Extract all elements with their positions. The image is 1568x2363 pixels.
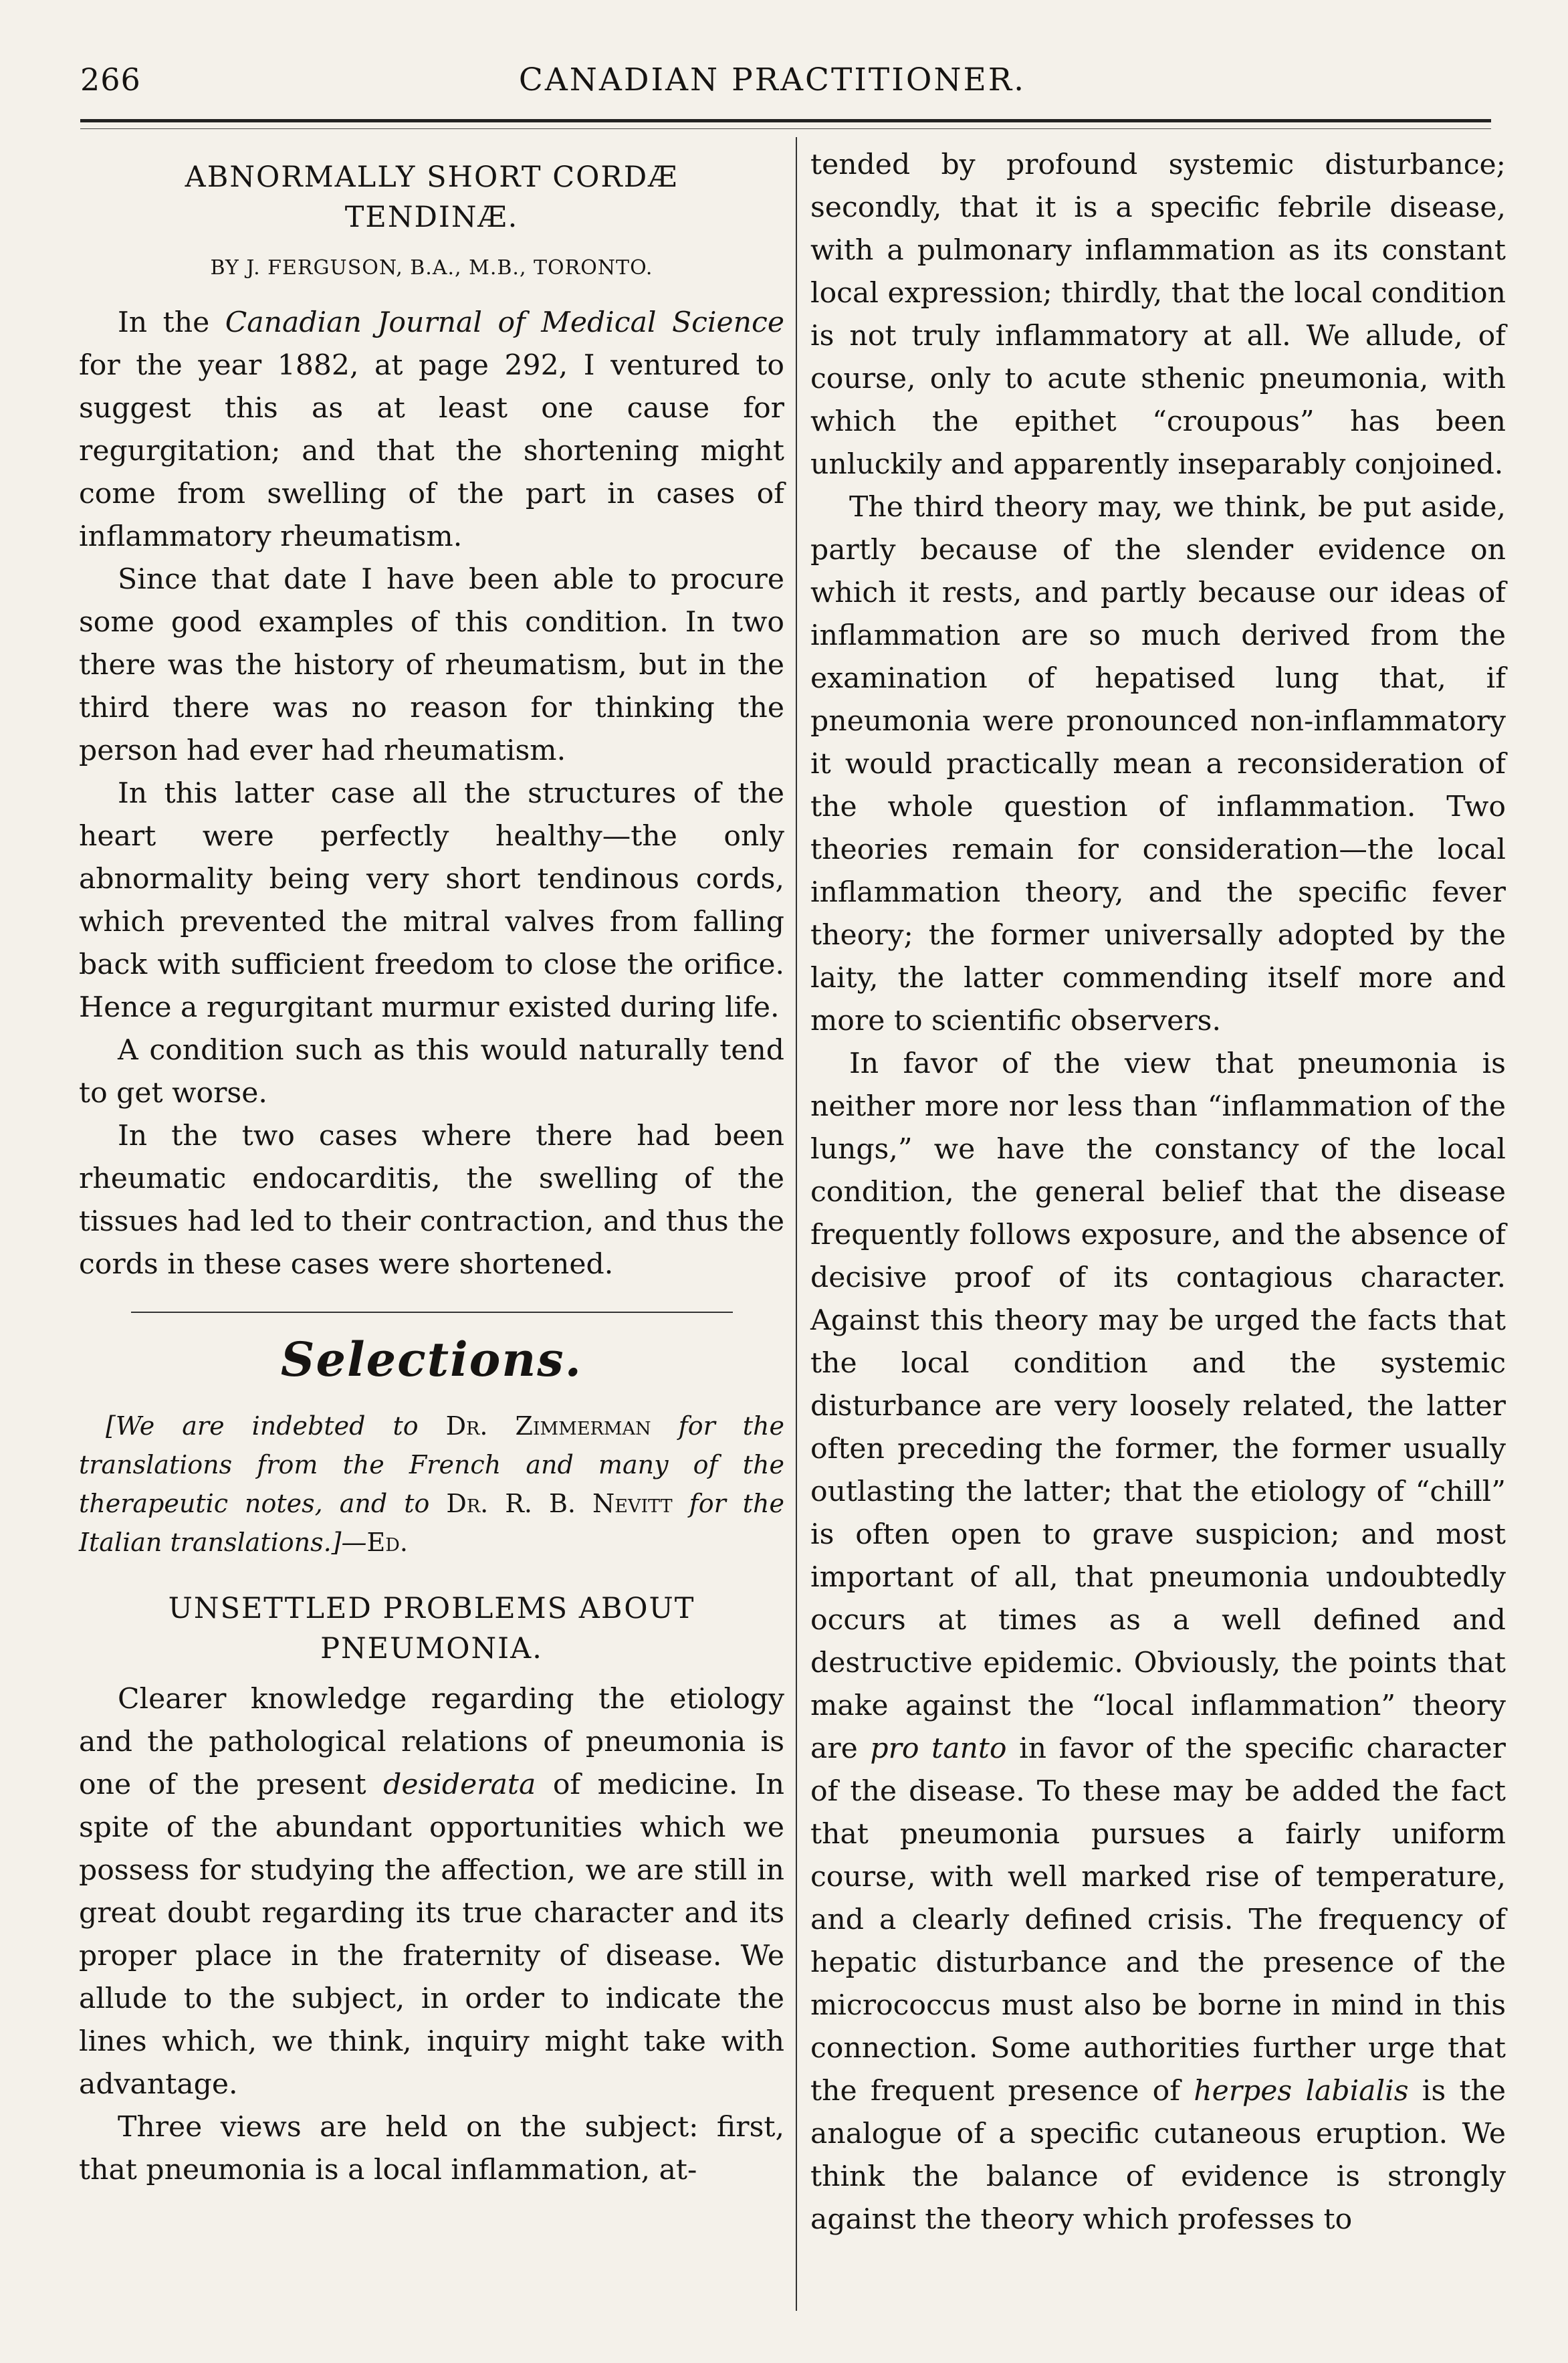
paragraph: In this latter case all the structures of the heart were perfectly healthy—the only abnormality being very short tendinous cords, which prevented the mitral valves from falling back with sufficient freedom to close the orifice. Hence a regurgitant murmur existed during life. <box>79 777 784 1024</box>
paragraph: In the Canadian Journal of Medical Science for the year 1882, at page 292, I ventured to suggest this as at least one cause for regurgitation; and that the shortening might come from swelling of the part in cases of inflammatory rheumatism. <box>79 306 785 553</box>
running-title: CANADIAN PRACTITIONER. <box>518 62 1026 98</box>
page-header <box>80 62 1464 115</box>
header-rule-thin <box>80 128 1491 129</box>
paragraph: Three views are held on the subject: first, that pneumonia is a local inflammation, at- <box>79 2111 784 2186</box>
page-number: 266 <box>80 62 141 98</box>
right-column <box>810 144 1506 2241</box>
article-byline: BY J. FERGUSON, B.A., M.B., TORONTO. <box>210 256 653 280</box>
paragraph: A condition such as this would naturally tend to get worse. <box>79 1034 784 1110</box>
section-separator <box>131 1312 733 1313</box>
paragraph: Clearer knowledge regarding the etiology and the pathological relations of pneumonia is one of the present desiderata of medicine. In spite of the abundant opportunities which we possess for studying the affection, we are still in great doubt regarding its true character and its proper place in the fraternity of disease. We allude to the subject, in order to indicate the lines which, we think, inquiry might take with advantage. <box>79 1683 785 2101</box>
journal-title: Canadian Journal of Medical Science <box>225 306 785 339</box>
paragraph: In the two cases where there had been rheumatic endocarditis, the swelling of the tissues had led to their contraction, and thus the cords in these cases were shortened. <box>79 1120 784 1281</box>
paragraph: Since that date I have been able to procure some good examples of this condition. In two there was the history of rheumatism, but in the third there was no reason for thinking the person had ever had rheumatism. <box>79 563 784 767</box>
article-title-pneumonia: UNSETTLED PROBLEMS ABOUT PNEUMONIA. <box>168 1592 695 1665</box>
paragraph: The third theory may, we think, be put aside, partly because of the slender evidence on which it rests, and partly because our ideas of inflammation are so much derived from the examination of hepatised lung that, if pneumonia were pronounced non-inflammatory it would practically mean a reconsideration of the whole question of inflammation. Two theories remain for consideration—the local inflammation theory, and the specific fever theory; the former universally adopted by the laity, the latter commending itself more and more to scientific observers. <box>810 491 1506 1037</box>
paragraph: In favor of the view that pneumonia is neither more nor less than “inflammation of the lungs,” we have the constancy of the local condition, the general belief that the disease frequently follows exposure, and the absence of decisive proof of its contagious character. Against this theory may be urged the facts that the local condition and the systemic disturbance are very loosely related, the latter often preceding the former, the former usually outlasting the latter; that the etiology of “chill” is often open to grave suspicion; and most important of all, that pneumonia undoubtedly occurs at times as a well defined and destructive epidemic. Obviously, the points that make against the “local inflammation” theory are pro tanto in favor of the specific character of the disease. To these may be added the fact that pneumonia pursues a fairly uniform course, with well marked rise of temperature, and a clearly defined crisis. The frequency of hepatic disturbance and the presence of the micrococcus must also be borne in mind in this connection. Some authorities further urge that the frequent presence of herpes labialis is the analogue of a specific cutaneous eruption. We think the balance of evidence is strongly against the theory which professes to <box>810 1047 1506 2236</box>
article-title-cordae: ABNORMALLY SHORT CORDÆ TENDINÆ. <box>185 161 679 234</box>
left-column <box>79 144 784 2192</box>
selections-heading: Selections. <box>280 1332 583 1387</box>
paragraph: tended by profound systemic disturbance; secondly, that it is a specific febrile disease, with a pulmonary inflammation as its constant local expression; thirdly, that the local condition is not truly inflammatory at all. We allude, of course, only to acute sthenic pneumonia, with which the epithet “croupous” has been unluckily and apparently inseparably conjoined. <box>810 148 1506 481</box>
editor-note: [We are indebted to Dr. Zimmerman for the translations from the French and many of the therapeutic notes, and to Dr. R. B. Nevitt for the Italian translations.]—Ed. <box>79 1411 785 1557</box>
column-divider <box>796 137 797 2311</box>
header-rule <box>80 119 1491 122</box>
